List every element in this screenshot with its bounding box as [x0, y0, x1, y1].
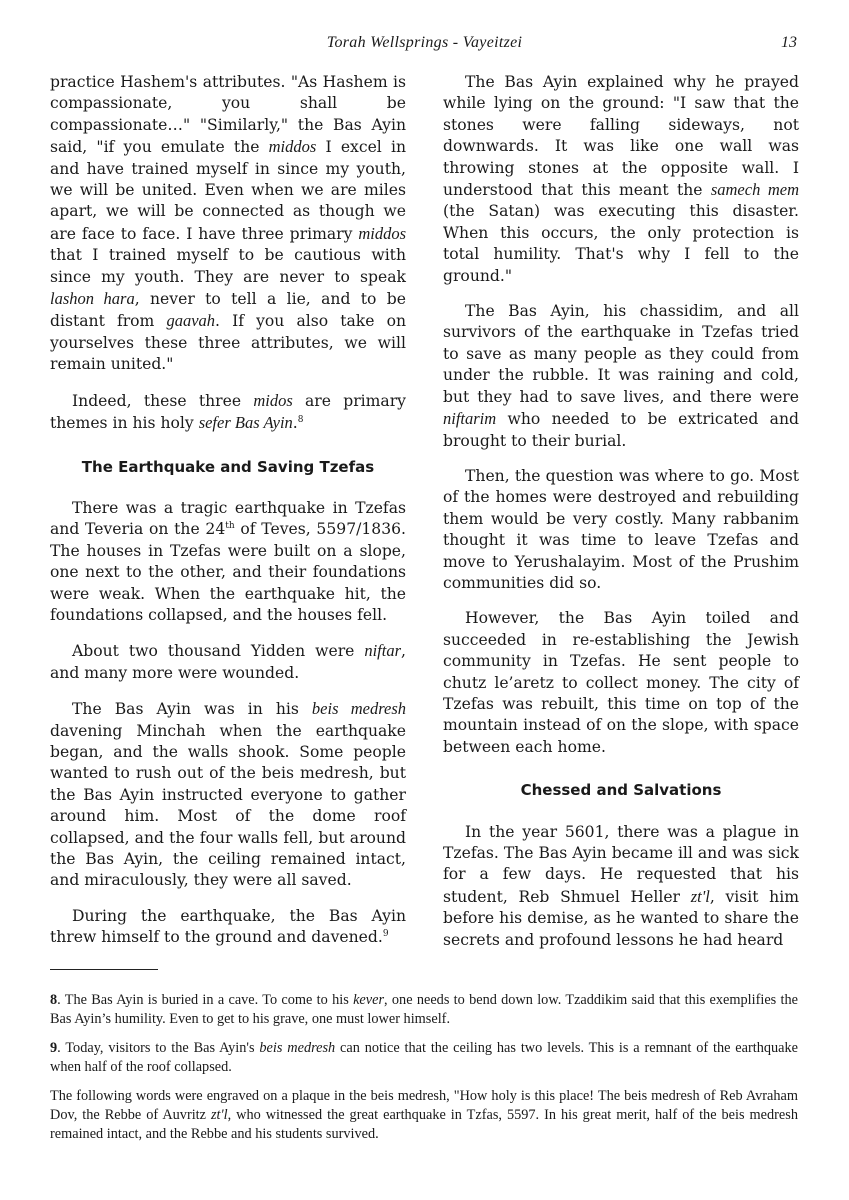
- paragraph: practice Hashem's attributes. "As Hashem is compassionate, you shall be compassionate…" "Similarly," the Bas Ayin said, "if you emulate the middos I excel in and have trained myself in since my youth, we will be united. Even when we are miles apart, we will be connected as though we are face to face. I have three primary middos that I trained myself to be cautious with since my youth. They are never to speak lashon hara, never to tell a lie, and to be distant from gaavah. If you also take on yourselves these three attributes, we will remain united.": [50, 73, 406, 374]
- footnote-ref-8[interactable]: 8: [297, 414, 304, 425]
- footnote-9-continued: The following words were engraved on a plaque in the beis medresh, "How holy is this place! The beis medresh of Reb Avraham Dov, the Rebbe of Auvritz zt'l, who witnessed the great earthquake in Tzfas, 5597. In his great merit, half of the beis medresh remained intact, and the Rebbe and his students survived.: [50, 1088, 798, 1142]
- running-title: Torah Wellsprings - Vayeitzei: [326, 34, 523, 51]
- paragraph: There was a tragic earthquake in Tzefas and Teveria on the 24th of Teves, 5597/1836. The houses in Tzefas were built on a slope, one next to the other, and their foundations were weak. When the earthquake hit, the foundations collapsed, and the houses fell.: [50, 498, 407, 624]
- paragraph: In the year 5601, there was a plague in Tzefas. The Bas Ayin became ill and was sick for a few days. He requested that his student, Reb Shmuel Heller zt'l, visit him before his demise, as he wanted to share the secrets and profound lessons he had heard: [443, 822, 799, 949]
- page-header: [0, 34, 849, 58]
- footnotes: [50, 991, 798, 1154]
- paragraph: About two thousand Yidden were niftar, and many more were wounded.: [50, 641, 406, 682]
- paragraph: However, the Bas Ayin toiled and succeeded in re-establishing the Jewish community in Tzefas. He sent people to chutz le’aretz to collect money. The city of Tzefas was rebuilt, this time on top of the mountain instead of on the slope, with space between each home.: [443, 609, 799, 756]
- section-heading: The Earthquake and Saving Tzefas: [81, 457, 375, 476]
- paragraph: The Bas Ayin, his chassidim, and all survivors of the earthquake in Tzefas tried to save as many people as they could from under the rubble. It was raining and cold, but they had to save lives, and there were niftarim who needed to be extricated and brought to their burial.: [443, 302, 799, 450]
- section-heading: Chessed and Salvations: [520, 781, 722, 800]
- paragraph: Indeed, these three midos are primary themes in his holy sefer Bas Ayin.$^8$: [50, 390, 406, 433]
- left-column: [50, 72, 406, 963]
- right-column: [443, 72, 799, 965]
- paragraph: During the earthquake, the Bas Ayin threw himself to the ground and davened.$^9$: [50, 906, 406, 947]
- page-number: 13: [781, 34, 797, 51]
- paragraph: Then, the question was where to go. Most of the homes were destroyed and rebuilding them would be very costly. Many rabbanim thought it was time to leave Tzefas and move to Yerushalayim. Most of the Prushim communities did so.: [443, 466, 799, 592]
- paragraph: The Bas Ayin was in his beis medresh davening Minchah when the earthquake began, and the walls shook. Some people wanted to rush out of the beis medresh, but the Bas Ayin instructed everyone to gather around him. Most of the dome roof collapsed, and the four walls fell, but around the Bas Ayin, the ceiling remained intact, and miraculously, they were all saved.: [50, 699, 406, 890]
- paragraph: The Bas Ayin explained why he prayed while lying on the ground: "I saw that the stones were falling sideways, not downwards. It was like one wall was throwing stones at the opposite wall. I understood that this meant the samech mem (the Satan) was executing this disaster. When this occurs, the only protection is total humility. That's why I fell to the ground.": [443, 73, 799, 285]
- footnote-9: 9. Today, visitors to the Bas Ayin's beis medresh can notice that the ceiling has two levels. This is a remnant of the earthquake when half of the roof collapsed.: [50, 1040, 798, 1075]
- footnote-8: 8. The Bas Ayin is buried in a cave. To come to his kever, one needs to bend down low. Tzaddikim said that this exemplifies the Bas Ayin’s humility. Even to get to his grave, one must lower himself.: [50, 992, 798, 1027]
- footnote-ref-9[interactable]: 9: [382, 929, 389, 940]
- footnote-divider: [50, 969, 158, 970]
